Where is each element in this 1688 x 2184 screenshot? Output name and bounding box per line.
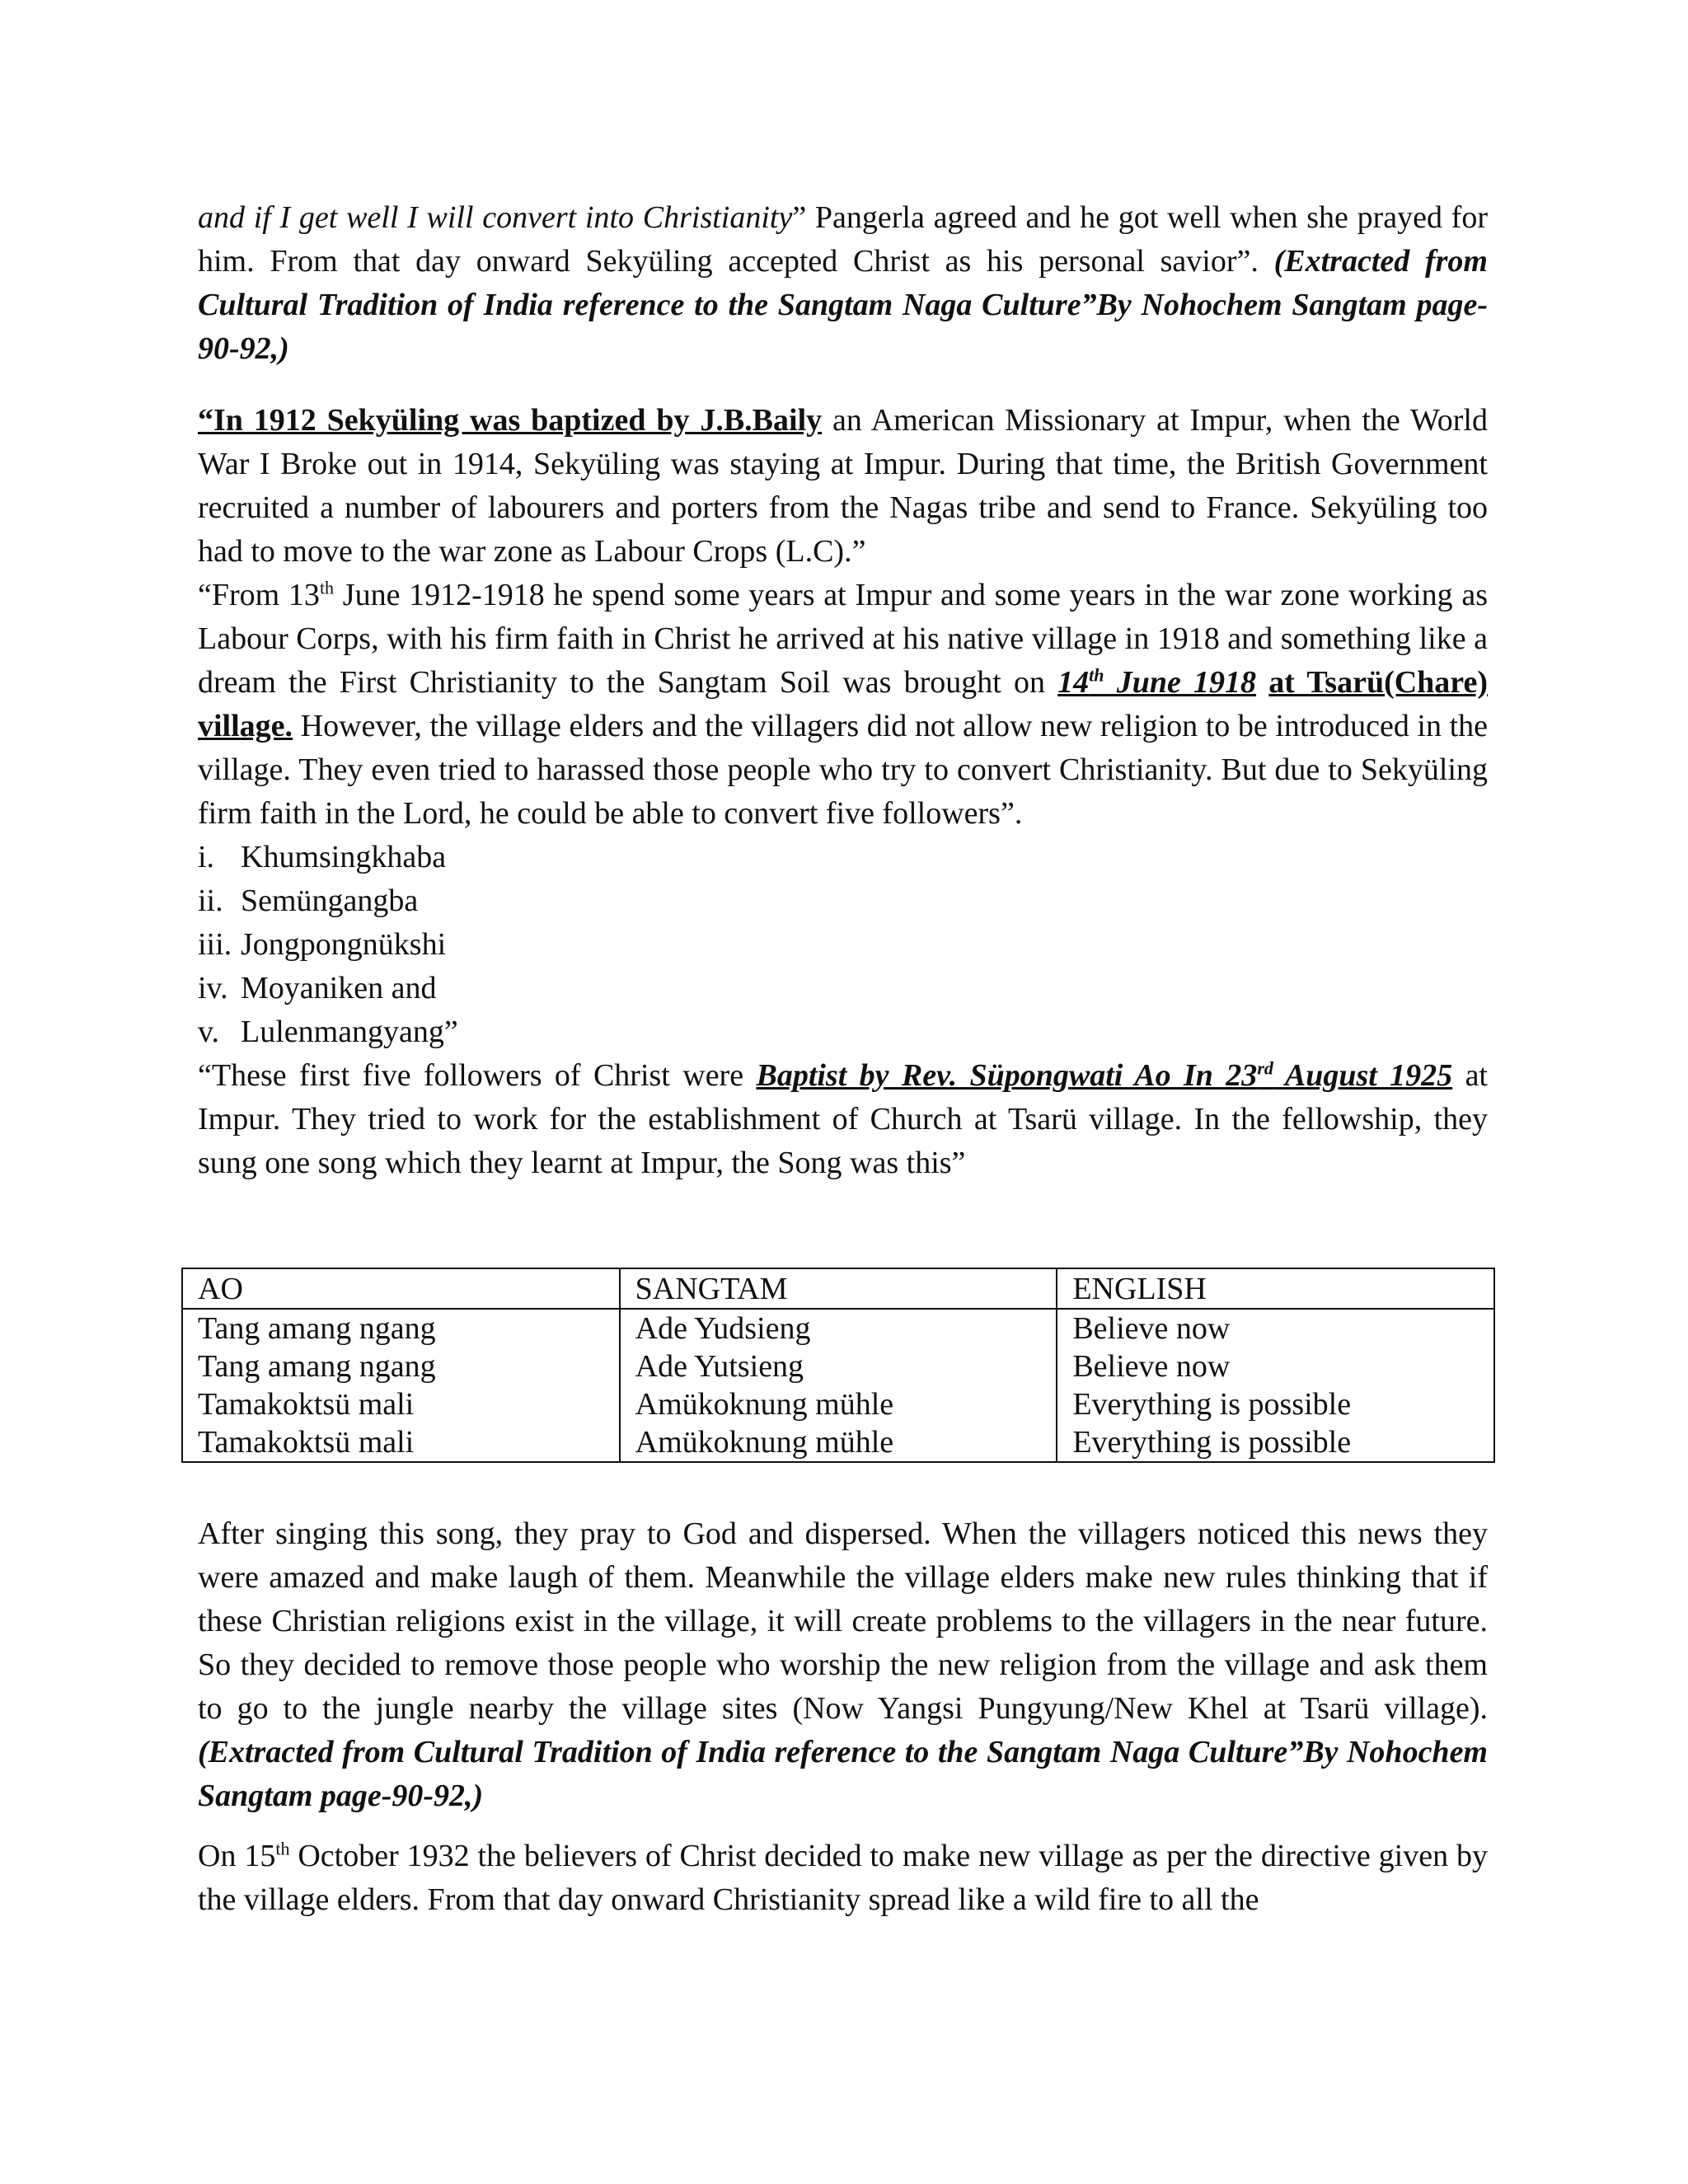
- first-christianity-date: 14th June 1918: [1057, 664, 1257, 700]
- paragraph-followers-baptism: “These first five followers of Christ were Baptist by Rev. Süpongwati Ao In 23rd August 1925 at Impur. They tried to work for the establishment of Church at Tsarü village. In the fellowship, they sung one song which they learnt at Impur, the Song was this”: [198, 1057, 1488, 1180]
- table-header-row: [182, 1268, 1494, 1309]
- list-item: v. Lulenmangyang”: [198, 1015, 458, 1049]
- italic-quote: and if I get well I will convert into Christianity: [198, 200, 793, 235]
- header-english: ENGLISH: [1057, 1268, 1494, 1309]
- header-sangtam: SANGTAM: [620, 1268, 1057, 1309]
- baptism-highlight: “In 1912 Sekyüling was baptized by J.B.Baily: [198, 403, 823, 438]
- paragraph-baptism: [198, 399, 1488, 574]
- table-row: Tamakoktsü mali Amükoknung mühle Everything is possible: [182, 1423, 1494, 1462]
- paragraph-text: an American Missionary at Impur, when the World War I Broke out in 1914, Sekyüling was staying at Impur. During that time, the British Government recruited a number of labourers and porters from the Nagas tribe and send to France. Sekyüling too had to move to the war zone as Labour Crops (L.C).”: [198, 403, 1488, 569]
- table-row: Tang amang ngang Ade Yudsieng Believe now: [182, 1309, 1494, 1347]
- list-item: iv. Moyaniken and: [198, 971, 437, 1005]
- baptism-date: Baptist by Rev. Süpongwati Ao In 23rd August 1925: [756, 1057, 1453, 1093]
- paragraph-after-song: [198, 1512, 1488, 1818]
- paragraph-text: ” Pangerla agreed and he got well when she prayed for him. From that day onward Sekyüling accepted Christ as his personal savior”.: [198, 200, 1488, 279]
- paragraph-text: After singing this song, they pray to God and dispersed. When the villagers noticed this news they were amazed and make laugh of them. Meanwhile the village elders make new rules thinking that if these Christian religions exist in the village, it will create problems to the villagers in the near future. So they decided to remove those people who worship the new religion from the village and ask them to go to the jungle nearby the village sites (Now Yangsi Pungyung/New Khel at Tsarü village).: [198, 1516, 1488, 1726]
- table-row: Tang amang ngang Ade Yutsieng Believe now: [182, 1347, 1494, 1385]
- paragraph-new-village: On 15th October 1932 the believers of Christ decided to make new village as per the directive given by the village elders. From that day onward Christianity spread like a wild fire to all the: [198, 1838, 1488, 1917]
- list-item: i. Khumsingkhaba: [198, 840, 447, 874]
- followers-list: [198, 836, 1488, 1054]
- village-name: at Tsarü(Chare) village.: [198, 665, 1489, 743]
- paragraph-conversion: [198, 196, 1488, 371]
- list-item: iii. Jongpongnükshi: [198, 927, 447, 962]
- header-ao: AO: [182, 1268, 620, 1309]
- list-item: ii. Semüngangba: [198, 883, 419, 918]
- song-table: [181, 1268, 1495, 1463]
- paragraph-war-zone: “From 13th June 1912-1918 he spend some years at Impur and some years in the war zone working as Labour Corps, with his firm faith in Christ he arrived at his native village in 1918 and something like a dream the First Christianity to the Sangtam Soil was brought on 14th June 1918 at Tsarü(Chare) village. However, the village elders and the villagers did not allow new religion to be introduced in the village. They even tried to harassed those people who try to convert Christianity. But due to Sekyüling firm faith in the Lord, he could be able to convert five followers”.: [198, 577, 1489, 831]
- table-row: Tamakoktsü mali Amükoknung mühle Everything is possible: [182, 1385, 1494, 1423]
- main-narrative: [198, 399, 1488, 1185]
- citation: (Extracted from Cultural Tradition of India reference to the Sangtam Naga Culture”By Nohochem Sangtam page-90-92,): [198, 244, 1488, 366]
- citation: (Extracted from Cultural Tradition of India reference to the Sangtam Naga Culture”By Nohochem Sangtam page-90-92,): [198, 1735, 1488, 1813]
